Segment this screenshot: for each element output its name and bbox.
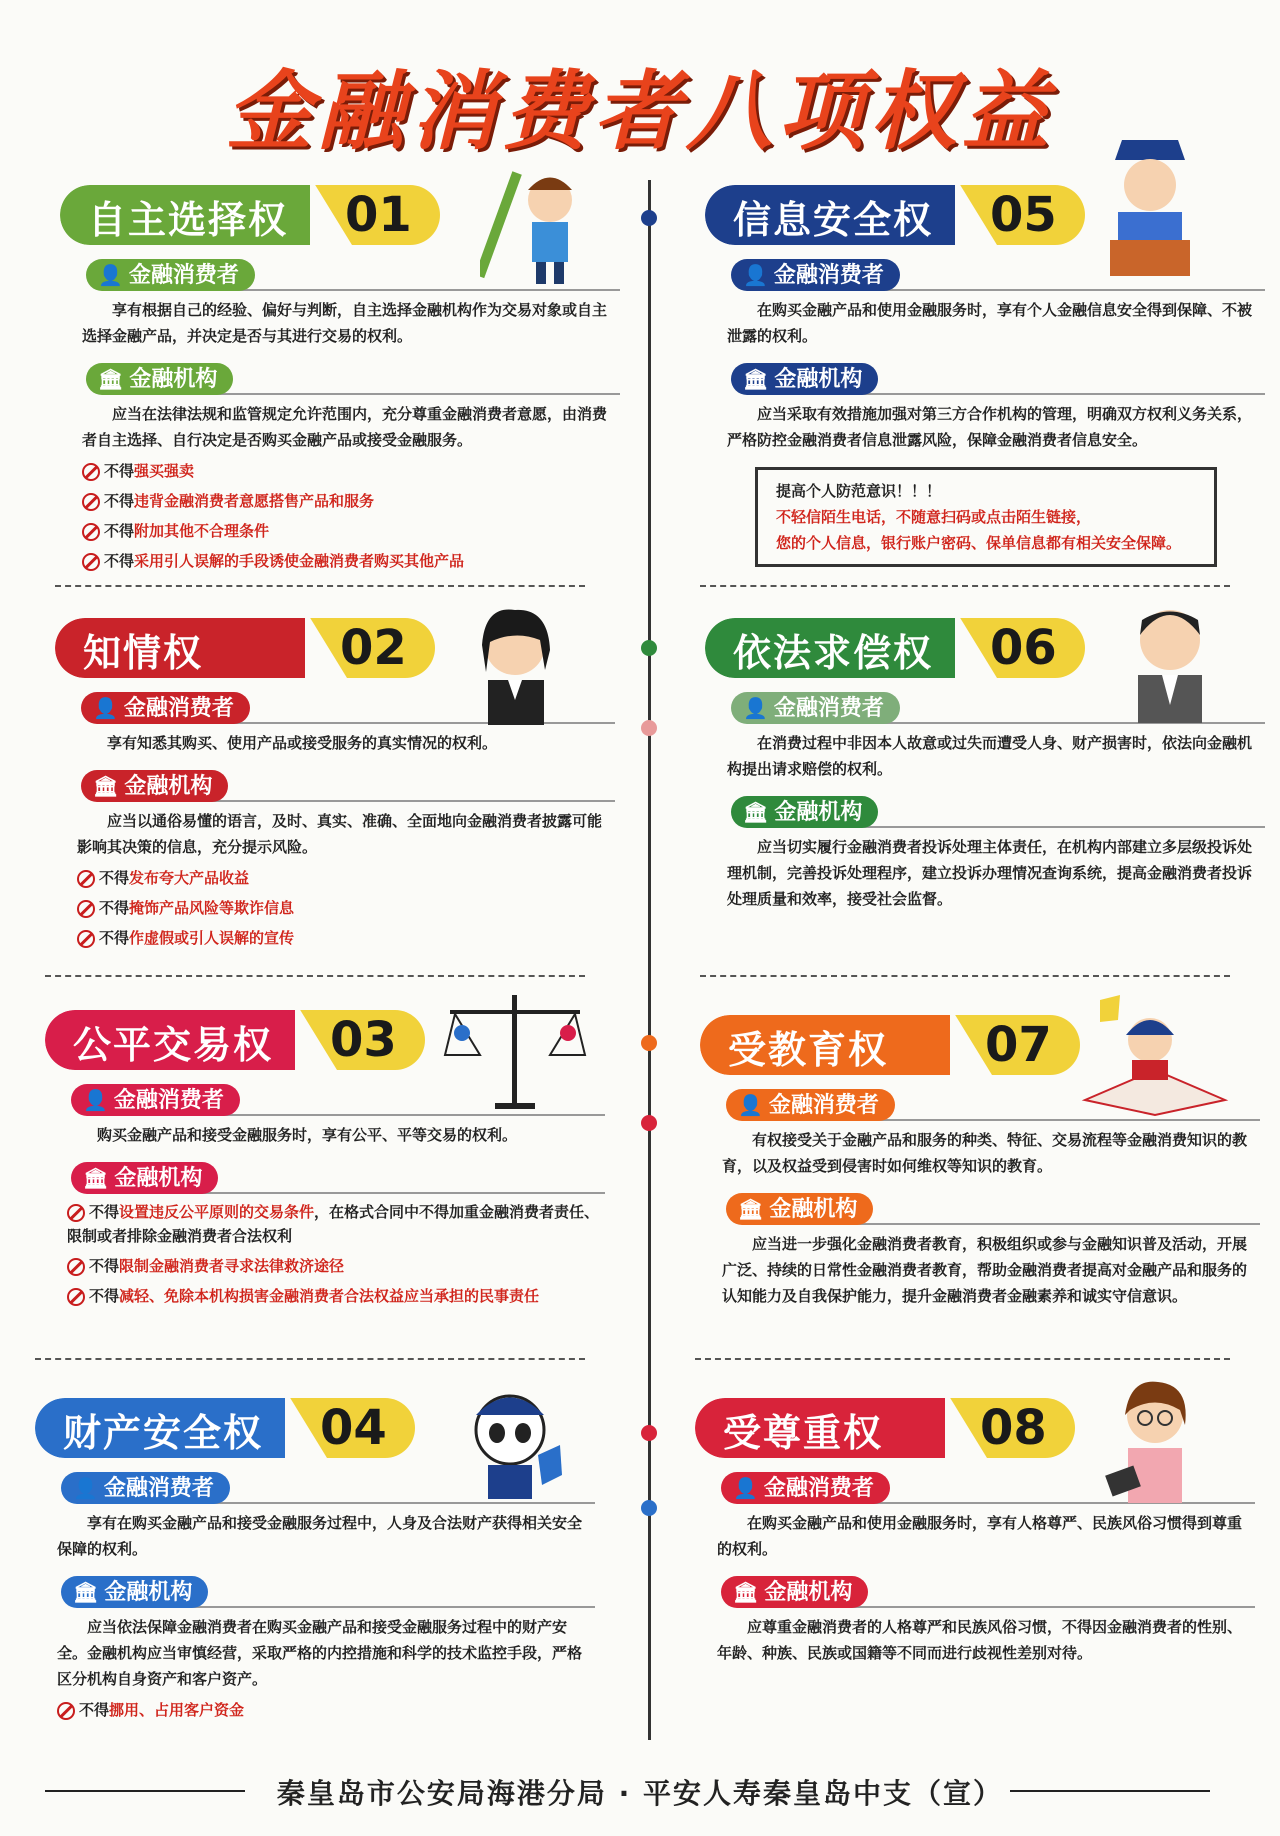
warning-line: 不轻信陌生电话，不随意扫码或点击陌生链接， xyxy=(776,508,1092,526)
person-icon: 👤 xyxy=(98,263,123,287)
prohibited-icon xyxy=(67,1258,85,1276)
footer-credit: 秦皇岛市公安局海港分局 · 平安人寿秦皇岛中支（宣） xyxy=(276,1777,1004,1810)
bank-icon: 🏛 xyxy=(83,1166,109,1190)
consumer-text: 享有根据自己的经验、偏好与判断，自主选择金融机构作为交易对象或自主选择金融产品，并决定是否与其进行交易的权利。 xyxy=(82,301,608,345)
prohibition-item: 不得采用引人误解的手段诱使金融消费者购买其他产品 xyxy=(82,549,620,573)
timeline-dot xyxy=(641,1115,657,1131)
panda-police-icon xyxy=(450,1375,570,1509)
right-name: 财产安全权 xyxy=(63,1411,264,1455)
person-icon: 👤 xyxy=(738,1093,763,1117)
right-number: 01 xyxy=(345,187,412,243)
timeline-dot xyxy=(641,210,657,226)
institution-text: 应尊重金融消费者的人格尊严和民族风俗习惯，不得因金融消费者的性别、年龄、种族、民族或国籍等不同而进行歧视性差别对待。 xyxy=(717,1618,1243,1662)
prohibition-item: 不得掩饰产品风险等欺诈信息 xyxy=(77,896,615,920)
divider xyxy=(700,975,1230,977)
person-icon: 👤 xyxy=(743,263,768,287)
bank-icon: 🏛 xyxy=(93,774,119,798)
divider xyxy=(45,975,585,977)
right-number: 07 xyxy=(985,1017,1052,1073)
police-officer-icon xyxy=(1100,130,1200,284)
warning-line: 您的个人信息，银行账户密码、保单信息都有相关安全保障。 xyxy=(776,534,1182,552)
consumer-text: 在购买金融产品和使用金融服务时，享有个人金融信息安全得到保障、不被泄露的权利。 xyxy=(727,301,1253,345)
institution-label: 🏛 金融机构 xyxy=(86,363,233,395)
institution-label: 🏛 金融机构 xyxy=(721,1576,868,1608)
consumer-text: 在购买金融产品和使用金融服务时，享有人格尊严、民族风俗习惯得到尊重的权利。 xyxy=(717,1514,1243,1558)
institution-text: 应当依法保障金融消费者在购买金融产品和接受金融服务过程中的财产安全。金融机构应当审慎经营，采取严格的内控措施和科学的技术监控手段，严格区分机构自身资产和客户资产。 xyxy=(57,1618,583,1688)
lawyer-woman-icon xyxy=(460,600,570,734)
right-name: 自主选择权 xyxy=(88,198,289,242)
right-name: 信息安全权 xyxy=(733,198,934,242)
right-number: 08 xyxy=(980,1400,1047,1456)
person-icon: 👤 xyxy=(743,696,768,720)
right-number: 04 xyxy=(320,1400,387,1456)
prohibition-item: 不得强买强卖 xyxy=(82,459,620,483)
consumer-text: 购买金融产品和接受金融服务时，享有公平、平等交易的权利。 xyxy=(97,1126,518,1144)
timeline-dot xyxy=(641,1500,657,1516)
right-name: 受尊重权 xyxy=(723,1411,884,1455)
institution-text: 应当以通俗易懂的语言，及时、真实、准确、全面地向金融消费者披露可能影响其决策的信息，充分提示风险。 xyxy=(77,812,603,856)
consumer-text: 享有知悉其购买、使用产品或接受服务的真实情况的权利。 xyxy=(107,734,498,752)
institution-label: 🏛 金融机构 xyxy=(81,770,228,802)
prohibition-item: 不得发布夸大产品收益 xyxy=(77,866,615,890)
consumer-text: 有权接受关于金融产品和服务的种类、特征、交易流程等金融消费知识的教育，以及权益受到侵害时如何维权等知识的教育。 xyxy=(722,1131,1248,1175)
consumer-label: 👤 金融消费者 xyxy=(731,692,900,724)
divider xyxy=(35,1358,585,1360)
warning-box xyxy=(755,467,1217,567)
consumer-text: 在消费过程中非因本人故意或过失而遭受人身、财产损害时，依法向金融机构提出请求赔偿的权利。 xyxy=(727,734,1253,778)
prohibited-icon xyxy=(77,900,95,918)
page-title: 金融消费者八项权益 xyxy=(226,62,1054,162)
teacher-woman-icon xyxy=(1100,1370,1210,1514)
consumer-label: 👤 金融消费者 xyxy=(726,1089,895,1121)
prohibition-item: 不得减轻、免除本机构损害金融消费者合法权益应当承担的民事责任 xyxy=(67,1284,605,1308)
prohibited-icon xyxy=(82,463,100,481)
timeline-dot xyxy=(641,640,657,656)
consumer-label: 👤 金融消费者 xyxy=(71,1084,240,1116)
divider xyxy=(700,585,1230,587)
bank-icon: 🏛 xyxy=(738,1197,764,1221)
institution-text: 应当进一步强化金融消费者教育，积极组织或参与金融知识普及活动，开展广泛、持续的日常性金融消费者教育，帮助金融消费者提高对金融产品和服务的认知能力及自我保护能力，提升金融消费者金融素养和诚实守信意识。 xyxy=(722,1235,1248,1305)
right-name: 依法求偿权 xyxy=(733,631,934,675)
prohibited-icon xyxy=(67,1204,85,1222)
institution-label: 🏛 金融机构 xyxy=(71,1162,218,1194)
right-number: 03 xyxy=(330,1012,397,1068)
right-name: 公平交易权 xyxy=(73,1023,274,1067)
consumer-text: 享有在购买金融产品和接受金融服务过程中，人身及合法财产获得相关安全保障的权利。 xyxy=(57,1514,583,1558)
bank-icon: 🏛 xyxy=(73,1580,99,1604)
divider xyxy=(695,1358,1230,1360)
prohibition-item: 不得设置违反公平原则的交易条件，在格式合同中不得加重金融消费者责任、限制或者排除金融消费者合法权利 xyxy=(67,1203,600,1245)
consumer-label: 👤 金融消费者 xyxy=(61,1472,230,1504)
right-number: 05 xyxy=(990,187,1057,243)
timeline-dot xyxy=(641,1425,657,1441)
bank-icon: 🏛 xyxy=(743,800,769,824)
prohibition-item: 不得违背金融消费者意愿搭售产品和服务 xyxy=(82,489,620,513)
bank-icon: 🏛 xyxy=(733,1580,759,1604)
prohibited-icon xyxy=(77,930,95,948)
child-with-pencil-icon xyxy=(480,160,590,294)
right-number: 06 xyxy=(990,620,1057,676)
prohibited-icon xyxy=(57,1702,75,1720)
person-icon: 👤 xyxy=(73,1476,98,1500)
divider xyxy=(55,585,585,587)
student-with-book-icon xyxy=(1080,990,1230,1124)
prohibited-icon xyxy=(82,493,100,511)
prohibition-item: 不得挪用、占用客户资金 xyxy=(57,1698,595,1722)
prohibition-item: 不得作虚假或引人误解的宣传 xyxy=(77,926,615,950)
institution-label: 🏛 金融机构 xyxy=(61,1576,208,1608)
institution-label: 🏛 金融机构 xyxy=(726,1193,873,1225)
institution-label: 🏛 金融机构 xyxy=(731,363,878,395)
balance-scale-icon xyxy=(440,985,590,1119)
prohibited-icon xyxy=(82,523,100,541)
person-icon: 👤 xyxy=(83,1088,108,1112)
consumer-label: 👤 金融消费者 xyxy=(81,692,250,724)
right-name: 知情权 xyxy=(83,631,204,675)
consumer-label: 👤 金融消费者 xyxy=(86,259,255,291)
institution-text: 应当在法律法规和监管规定允许范围内，充分尊重金融消费者意愿，由消费者自主选择、自行决定是否购买金融产品或接受金融服务。 xyxy=(82,405,608,449)
consumer-label: 👤 金融消费者 xyxy=(731,259,900,291)
bank-icon: 🏛 xyxy=(743,367,769,391)
businessman-icon xyxy=(1120,595,1220,729)
institution-label: 🏛 金融机构 xyxy=(731,796,878,828)
institution-text: 应当采取有效措施加强对第三方合作机构的管理，明确双方权利义务关系，严格防控金融消费者信息泄露风险，保障金融消费者信息安全。 xyxy=(727,405,1253,449)
prohibited-icon xyxy=(82,553,100,571)
prohibition-item: 不得限制金融消费者寻求法律救济途径 xyxy=(67,1254,605,1278)
warning-title: 提高个人防范意识！！！ xyxy=(776,482,942,500)
prohibition-item: 不得附加其他不合理条件 xyxy=(82,519,620,543)
timeline-dot xyxy=(641,720,657,736)
prohibited-icon xyxy=(67,1288,85,1306)
timeline-dot xyxy=(641,1035,657,1051)
bank-icon: 🏛 xyxy=(98,367,124,391)
institution-text: 应当切实履行金融消费者投诉处理主体责任，在机构内部建立多层级投诉处理机制，完善投诉处理程序，建立投诉办理情况查询系统，提高金融消费者投诉处理质量和效率，接受社会监督。 xyxy=(727,838,1253,908)
right-name: 受教育权 xyxy=(728,1028,889,1072)
consumer-label: 👤 金融消费者 xyxy=(721,1472,890,1504)
prohibited-icon xyxy=(77,870,95,888)
person-icon: 👤 xyxy=(93,696,118,720)
right-number: 02 xyxy=(340,620,407,676)
person-icon: 👤 xyxy=(733,1476,758,1500)
